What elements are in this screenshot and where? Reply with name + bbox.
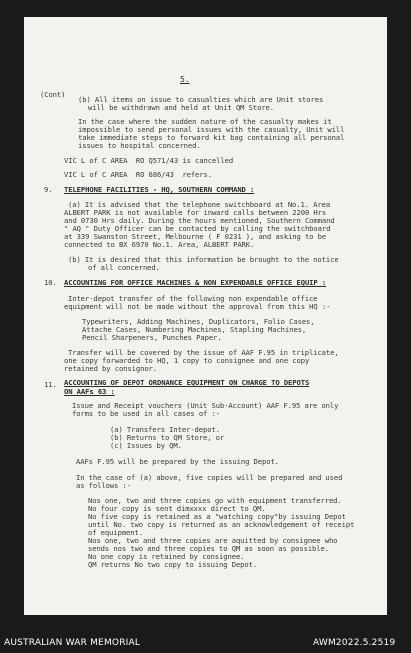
text-line: (b) Returns to QM Store, or	[110, 433, 225, 442]
page-number: 5.	[180, 75, 190, 84]
text-line: of equipment.	[88, 528, 143, 537]
text-line: Inter-depot transfer of the following non expendable office	[68, 294, 318, 303]
text-line: of all concerned.	[88, 263, 160, 272]
text-line: (a) It is advised that the telephone switchboard at No.1. Area	[68, 200, 331, 209]
section-heading: TELEPHONE FACILITIES - HQ, SOUTHERN COMMAND :	[64, 185, 255, 194]
text-line: will be withdrawn and held at Unit QM Store.	[88, 103, 274, 112]
text-line: Issue and Receipt vouchers (Unit Sub-Account) AAF F.95 are only	[72, 401, 339, 410]
text-line: at 339 Swanston Street, Melbourne ( F 0231 ), and asking to be	[64, 232, 327, 241]
text-line: " AQ " Duty Officer can be contacted by calling the switchboard	[64, 224, 331, 233]
text-line: forms to be used in all cases of :-	[72, 409, 220, 418]
text-line: In the case of (a) above, five copies will be prepared and used	[76, 473, 343, 482]
text-line: Nos one, two and three copies are aquitted by consignee who	[88, 536, 338, 545]
text-line: issues to hospital concerned.	[78, 141, 201, 150]
text-line: retained by consignor.	[64, 364, 157, 373]
section-heading: ACCOUNTING OF DEPOT ORDNANCE EQUIPMENT ON CHARGE TO DEPOTS	[64, 378, 310, 387]
cont-marker: (Cont)	[40, 90, 66, 99]
text-line: (a) Transfers Inter-depot.	[110, 425, 220, 434]
text-line: take immediate steps to forward kit bag containing all personal	[78, 133, 345, 142]
text-line: In the case where the sudden nature of the casualty makes it	[78, 117, 332, 126]
text-line: (b) All items on issue to casualties which are Unit stores	[78, 95, 324, 104]
text-line: Typewriters, Adding Machines, Duplicators, Folio Cases,	[82, 317, 315, 326]
text-line: connected to BX 6970 No.1. Area, ALBERT PARK.	[64, 240, 255, 249]
text-line: impossible to send personal issues with the casualty, Unit will	[78, 125, 345, 134]
text-line: sends nos two and three copies to QM as soon as possible.	[88, 544, 329, 553]
text-line: one copy forwarded to HQ, 1 copy to consignee and one copy	[64, 356, 310, 365]
footer-institution: AUSTRALIAN WAR MEMORIAL	[4, 638, 141, 648]
text-line: ALBERT PARK is not available for inward calls between 2200 Hrs	[64, 208, 327, 217]
text-line: QM returns No two copy to issuing Depot.	[88, 560, 258, 569]
section-heading: ON AAFs 63 :	[64, 387, 115, 396]
text-line: VIC L of C AREA RO 686/43 refers.	[64, 170, 212, 179]
text-line: (b) It is desired that this information be brought to the notice	[68, 255, 339, 264]
text-line: Transfer will be covered by the issue of AAF F.95 in triplicate,	[68, 348, 339, 357]
text-line: No five copy is retained as a "watching copy"by issuing Depot	[88, 512, 346, 521]
text-line: VIC L of C AREA RO Q571/43 is cancelled	[64, 156, 234, 165]
section-number: 11.	[44, 380, 57, 389]
section-number: 9.	[44, 185, 53, 194]
text-line: as follows :-	[76, 481, 131, 490]
text-line: No one copy is retained by consignee.	[88, 552, 245, 561]
text-line: Attache Cases, Numbering Machines, Stapling Machines,	[82, 325, 307, 334]
text-line: equipment will not be made without the approval from this HQ :-	[64, 302, 331, 311]
text-line: (c) Issues by QM.	[110, 441, 182, 450]
section-number: 10.	[44, 278, 57, 287]
text-line: Pencil Sharpeners, Punches Paper.	[82, 333, 222, 342]
text-line: and 0730 Hrs daily. During the hours mentioned, Southern Command	[64, 216, 335, 225]
text-line: until No. two copy is returned as an acknowledgement of receipt	[88, 520, 355, 529]
footer-accession-number: AWM2022.5.2519	[313, 638, 396, 648]
section-heading: ACCOUNTING FOR OFFICE MACHINES & NON EXPENDABLE OFFICE EQUIP :	[64, 278, 327, 287]
text-line: AAFs F.95 will be prepared by the issuing Depot.	[76, 457, 279, 466]
text-line: Nos one, two and three copies go with equipment transferred.	[88, 496, 342, 505]
text-line: No four copy is sent dimxxxx direct to QM.	[88, 504, 266, 513]
